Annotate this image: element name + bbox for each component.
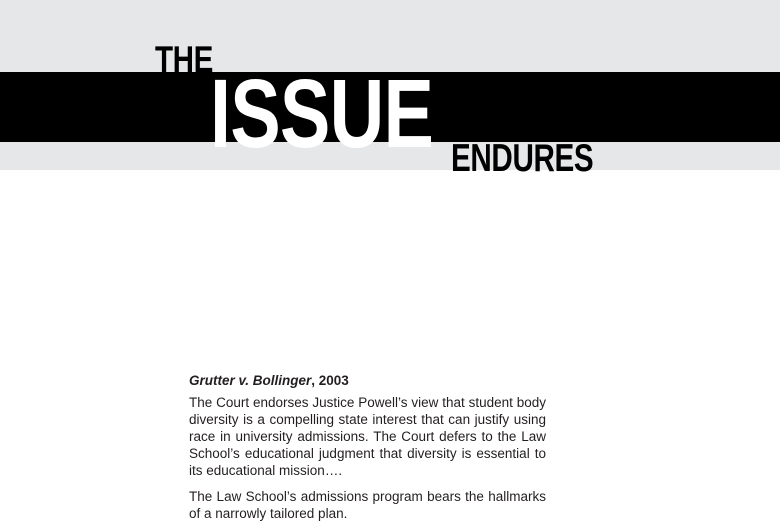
headline-the: THE [155, 39, 213, 80]
article-paragraph-1: The Court endorses Justice Powell’s view that student body diversity is a compelling state interest that can justify using race in university admissions. The Court defers to the Law School’s educational judgment that diversity is essential to its educational mission…. [189, 395, 546, 478]
case-year: , 2003 [311, 373, 349, 388]
article-paragraph-2: The Law School’s admissions program bears the hallmarks of a narrowly tailored plan. [189, 489, 546, 521]
headline-issue: ISSUE [210, 59, 434, 168]
article-body [189, 372, 546, 531]
case-heading [189, 372, 546, 389]
case-name: Grutter v. Bollinger [189, 373, 312, 388]
headline-endures: ENDURES [451, 137, 594, 180]
